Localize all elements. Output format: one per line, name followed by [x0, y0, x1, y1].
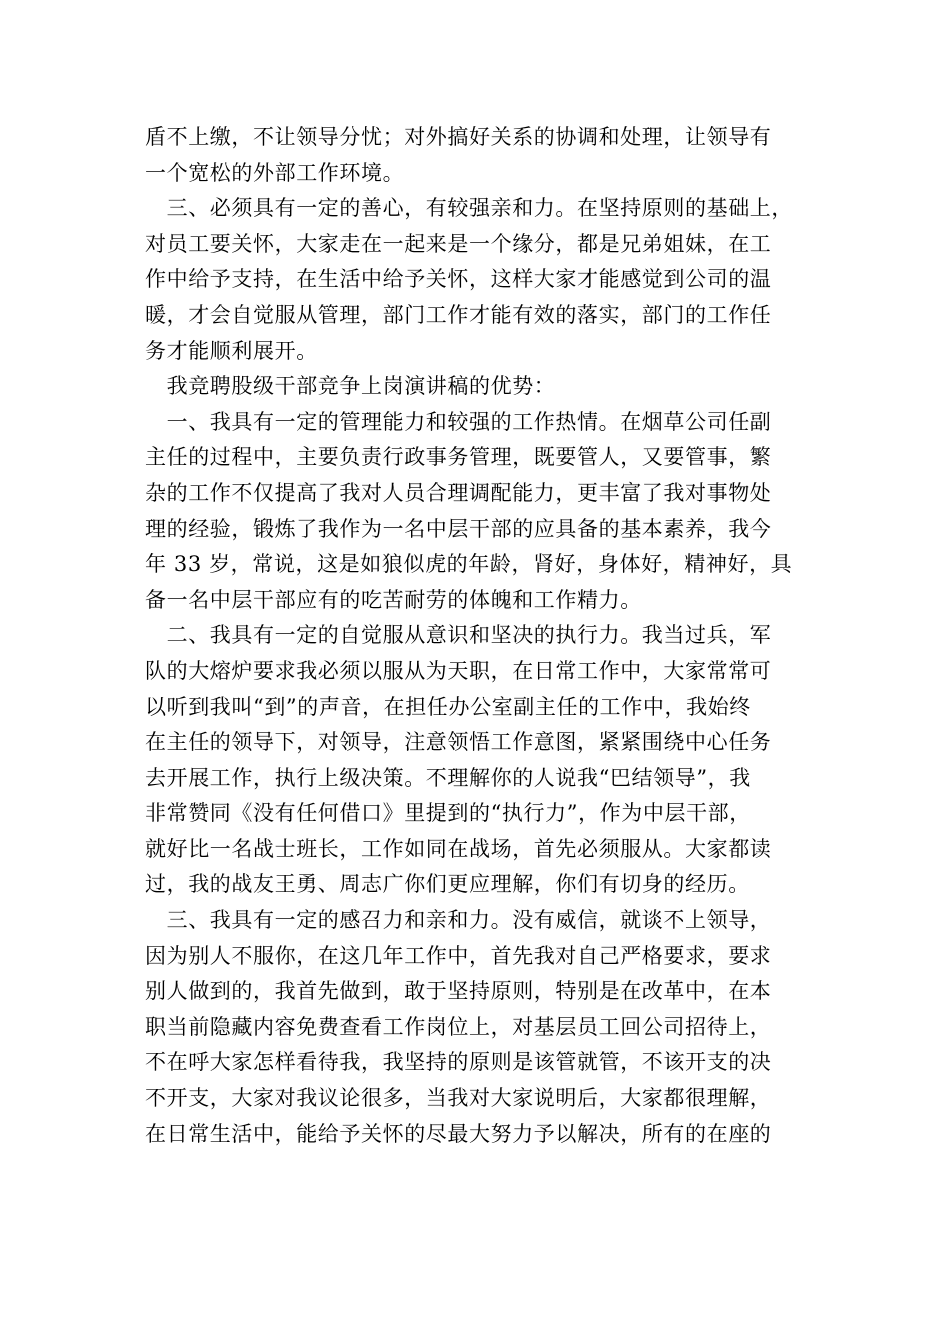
text-line: 二、我具有一定的自觉服从意识和坚决的执行力。我当过兵，军: [145, 623, 772, 648]
text-line: 年 33 岁，常说，这是如狼似虎的年龄，肾好，身体好，精神好，具: [145, 552, 793, 577]
text-line: 以听到我叫“到”的声音，在担任办公室副主任的工作中，我始终: [145, 694, 751, 719]
text-line: 非常赞同《没有任何借口》里提到的“执行力”，作为中层干部，: [145, 801, 751, 826]
text-line: 因为别人不服你，在这几年工作中，首先我对自己严格要求，要求: [145, 943, 772, 968]
text-line: 不开支，大家对我议论很多，当我对大家说明后，大家都很理解，: [145, 1086, 772, 1111]
text-line: 对员工要关怀，大家走在一起来是一个缘分，都是兄弟姐妹，在工: [145, 231, 772, 256]
text-line: 一个宽松的外部工作环境。: [145, 160, 405, 185]
text-line: 务才能顺利展开。: [145, 338, 318, 363]
text-line: 主任的过程中，主要负责行政事务管理，既要管人，又要管事，繁: [145, 445, 772, 470]
text-line: 三、必须具有一定的善心，有较强亲和力。在坚持原则的基础上，: [145, 196, 793, 221]
text-line: 队的大熔炉要求我必须以服从为天职，在日常工作中，大家常常可: [145, 658, 772, 683]
text-line: 备一名中层干部应有的吃苦耐劳的体魄和工作精力。: [145, 587, 642, 612]
text-line: 我竞聘股级干部竞争上岗演讲稿的优势：: [145, 374, 556, 399]
text-line: 别人做到的，我首先做到，敢于坚持原则，特别是在改革中，在本: [145, 979, 772, 1004]
text-line: 职当前隐藏内容免费查看工作岗位上，对基层员工回公司招待上，: [145, 1014, 772, 1039]
text-line: 作中给予支持，在生活中给予关怀，这样大家才能感觉到公司的温: [145, 267, 772, 292]
text-line: 在主任的领导下，对领导，注意领悟工作意图，紧紧围绕中心任务: [145, 730, 772, 755]
text-line: 理的经验，锻炼了我作为一名中层干部的应具备的基本素养，我今: [145, 516, 772, 541]
text-line: 一、我具有一定的管理能力和较强的工作热情。在烟草公司任副: [145, 409, 772, 434]
body-text: [145, 120, 810, 1152]
text-line: 盾不上缴，不让领导分忧；对外搞好关系的协调和处理，让领导有: [145, 125, 772, 149]
text-line: 暖，才会自觉服从管理，部门工作才能有效的落实，部门的工作任: [145, 302, 772, 327]
text-line: 不在呼大家怎样看待我，我坚持的原则是该管就管，不该开支的决: [145, 1050, 772, 1075]
text-line: 就好比一名战士班长，工作如同在战场，首先必须服从。大家都读: [145, 836, 772, 861]
text-line: 三、我具有一定的感召力和亲和力。没有威信，就谈不上领导，: [145, 908, 772, 933]
text-line: 在日常生活中，能给予关怀的尽最大努力予以解决，所有的在座的: [145, 1121, 772, 1146]
text-line: 去开展工作，执行上级决策。不理解你的人说我“巴结领导”，我: [145, 765, 751, 790]
text-line: 杂的工作不仅提高了我对人员合理调配能力，更丰富了我对事物处: [145, 480, 772, 505]
text-line: 过，我的战友王勇、周志广你们更应理解，你们有切身的经历。: [145, 872, 750, 897]
